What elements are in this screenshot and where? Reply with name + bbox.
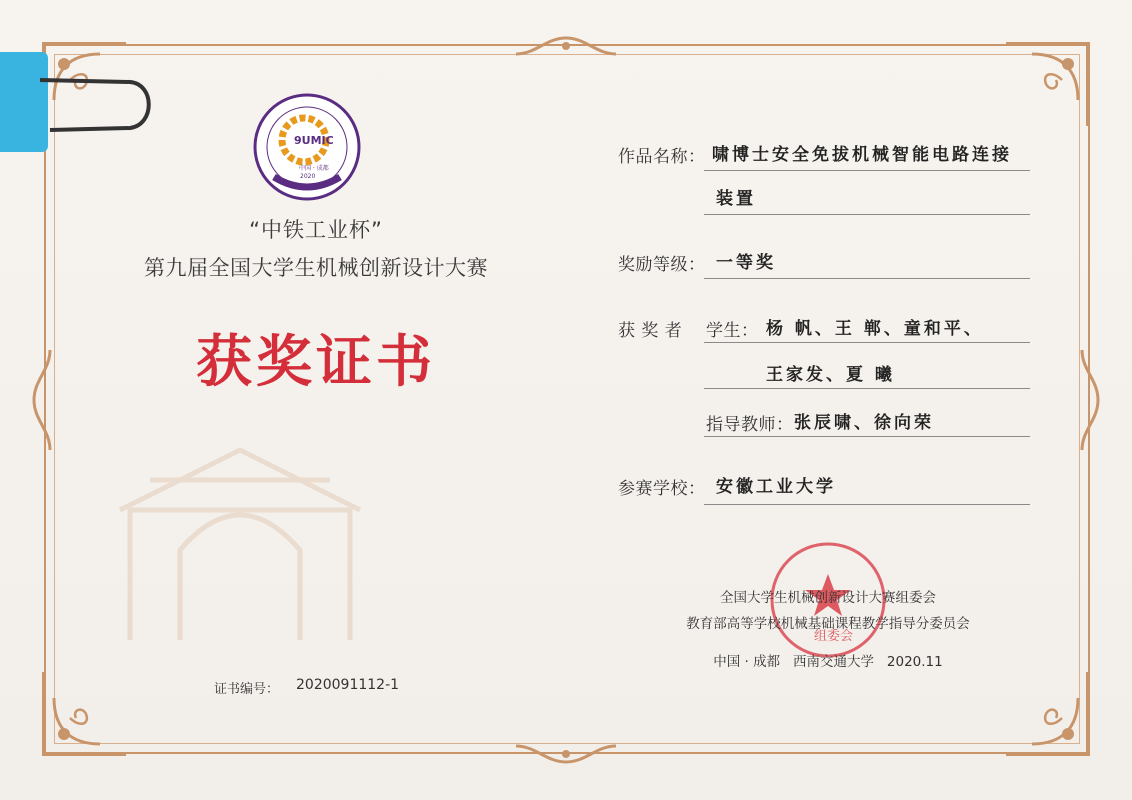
- svg-text:9UMIC: 9UMIC: [294, 134, 334, 147]
- work-name-rule-2: [704, 214, 1030, 215]
- issue-date: 2020.11: [886, 654, 943, 670]
- organizer-location-date: [648, 650, 1008, 670]
- school-label: 参赛学校：: [618, 479, 706, 499]
- school-rule: [704, 504, 1030, 505]
- host-university: 西南交通大学: [793, 654, 875, 670]
- award-level-label: 奖励等级：: [618, 255, 706, 275]
- advisors-label: 指导教师：: [706, 415, 794, 435]
- award-level-value: 一等奖: [716, 253, 776, 273]
- gate-watermark: [110, 420, 370, 650]
- work-name-line1: 啸博士安全免拔机械智能电路连接: [712, 145, 1012, 165]
- top-center-ornament: [516, 34, 616, 60]
- right-center-ornament: [1076, 350, 1102, 450]
- work-name-rule-1: [704, 170, 1030, 171]
- bottom-center-ornament: [516, 740, 616, 766]
- students-rule-2: [704, 388, 1030, 389]
- winners-label: 获 奖 者: [618, 321, 683, 341]
- students-line2: 王家发、夏 曦: [766, 365, 895, 385]
- certificate-number-label: 证书编号：: [214, 682, 280, 697]
- location: 中国 · 成都: [713, 654, 781, 670]
- competition-name: 第九届全国大学生机械创新设计大赛: [144, 256, 488, 280]
- left-center-ornament: [30, 350, 56, 450]
- sponsor-cup: “中铁工业杯”: [249, 218, 383, 242]
- svg-text:2020: 2020: [300, 173, 316, 180]
- svg-text:组委会: 组委会: [814, 629, 854, 644]
- award-level-rule: [704, 278, 1030, 279]
- certificate-title: 获奖证书: [196, 329, 436, 395]
- organizer-committee: 全国大学生机械创新设计大赛组委会: [720, 590, 936, 606]
- competition-logo: [252, 92, 362, 202]
- organizer-ministry: 教育部高等学校机械基础课程教学指导分委员会: [686, 616, 970, 632]
- certificate-number-value: 2020091112-1: [296, 677, 400, 693]
- advisors-rule: [704, 436, 1030, 437]
- svg-text:中国 · 成都: 中国 · 成都: [299, 165, 329, 172]
- work-name-label: 作品名称：: [618, 147, 706, 167]
- corner-ornament-bottom-left: [40, 668, 130, 758]
- corner-ornament-bottom-right: [1002, 668, 1092, 758]
- students-rule-1: [704, 342, 1030, 343]
- binder-clip-wire: [30, 70, 160, 150]
- students-line1: 杨 帆、王 郸、童和平、: [766, 319, 984, 339]
- corner-ornament-top-right: [1002, 40, 1092, 130]
- school-value: 安徽工业大学: [716, 477, 836, 497]
- work-name-line2: 装置: [716, 189, 756, 209]
- students-label: 学生：: [706, 321, 759, 341]
- advisors-value: 张辰啸、徐向荣: [794, 413, 934, 433]
